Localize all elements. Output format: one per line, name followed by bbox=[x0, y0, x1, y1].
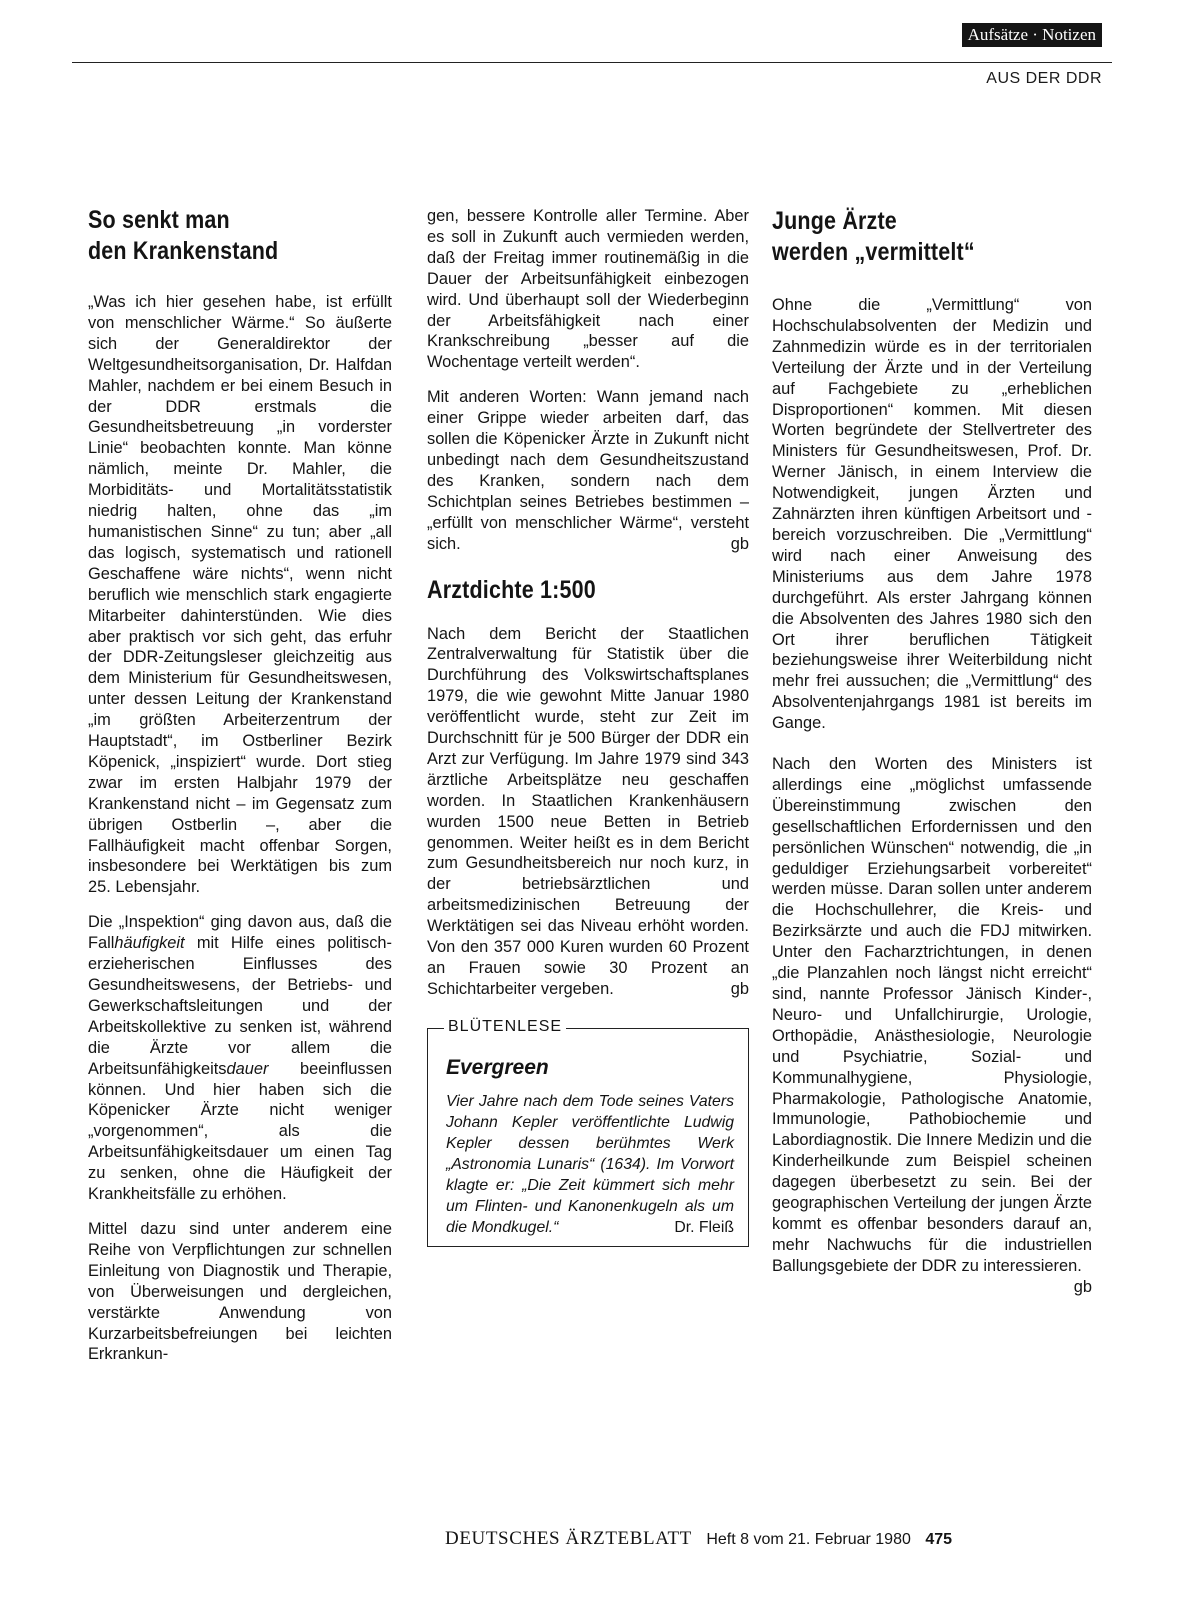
footer-page-number: 475 bbox=[925, 1531, 953, 1548]
page-footer bbox=[445, 1528, 952, 1550]
article-1-emphasis-dauer: dauer bbox=[226, 1059, 269, 1078]
article-1-paragraph-1: „Was ich hier gesehen habe, ist erfüllt von menschlicher Wärme.“ So äußerte sich der Generaldirektor der Weltgesundheitsorganisation, Dr. Halfdan Mahler, nachdem er bei einem Besuch in der DDR erstmals die Gesundheitsbetreuung „in vorderster Linie“ beobachten konnte. Man könne nämlich, meinte Dr. Mahler, die Morbiditäts- und Mortalitätsstatistik niedrig halten, ohne das „im humanistischen Sinne“ zu tun; aber „all das logisch, systematisch und rationell Geschaffene wäre nichts“, wenn nicht beruflich wie menschlich stark engagierte Mitarbeiter dahinterstünden. Wie dies aber praktisch vor sich geht, das erfuhr der DDR-Zeitungsleser gleichzeitig aus dem Ministerium für Gesundheitswesen, unter dessen Leitung der Krankenstand „im größten Arbeiterzentrum der Hauptstadt“, im Ostberliner Bezirk Köpenick, „inspiziert“ wurde. Dort stieg zwar im ersten Halbjahr 1979 der Krankenstand nicht – im Gegensatz zum übrigen Ostberlin –, aber die Fallhäufigkeit macht offenbar Sorgen, insbesondere bei Werktätigen bis zum 25. Lebensjahr. bbox=[88, 293, 392, 897]
bluetenlese-title: Evergreen bbox=[446, 1055, 549, 1079]
article-3-paragraph-2 bbox=[772, 754, 1092, 1296]
article-2-signature: gb bbox=[730, 979, 749, 998]
header-rule bbox=[72, 62, 1112, 63]
article-2-paragraph-1 bbox=[427, 624, 749, 1000]
bluetenlese-label: BLÜTENLESE bbox=[444, 1018, 566, 1036]
article-2-paragraph-1-text: Nach dem Bericht der Staatlichen Zentralverwaltung für Statistik über die Durchführung des Volkswirtschaftsplanes 1979, die wie gewohnt Mitte Januar 1980 veröffentlicht wurde, steht zur Zeit im Durchschnitt für je 500 Bürger der DDR ein Arzt zur Verfügung. Im Jahre 1979 sind 343 ärztliche Arbeitsplätze neu geschaffen worden. In Staatlichen Krankenhäusern wurden 1500 neue Betten in Betrieb genommen. Weiter heißt es in dem Bericht zum Gesundheitsbereich nur noch kurz, in der betriebsärztlichen und arbeitsmedizinischen Betreuung der Werktätigen sei das Niveau erhöht worden. Von den 357 000 Kuren wurden 60 Prozent an Frauen sowie 30 Prozent an Schichtarbeiter vergeben. bbox=[427, 624, 749, 998]
article-1-paragraph-2-text-c: beeinflussen können. Und hier haben sich die Köpenicker Ärzte nicht weniger „vorgenommen“, als die Arbeitsunfähigkeitsdauer um einen Tag zu senken, ohne die Häufigkeit der Krankheitsfälle zu erhöhen. bbox=[88, 1059, 392, 1204]
article-1-paragraph-5 bbox=[427, 387, 749, 554]
section-name: AUS DER DDR bbox=[986, 70, 1102, 87]
article-1-emphasis-haeufigkeit: häufigkeit bbox=[114, 934, 185, 953]
column-2 bbox=[427, 206, 749, 1247]
article-3-title bbox=[772, 206, 1047, 268]
article-1-paragraph-3: Mittel dazu sind unter anderem eine Reihe von Verpflichtungen zur schnellen Einleitung von Diagnostik und Therapie, von Überweisungen und dergleichen, verstärkte Anwendung von Kurzarbeitsbefreiungen bei leichten Erkrankun- bbox=[88, 1219, 392, 1364]
article-3-title-line-2: werden „vermittelt“ bbox=[772, 238, 975, 266]
bluetenlese-quote: Vier Jahre nach dem Tode seines Vaters Johann Kepler veröffentlichte Ludwig Kepler dessen berühmtes Werk „Astronomia Lunaris“ (1634). Im Vorwort klagte er: „Die Zeit kümmert sich mehr um Flinten- und Kanonenkugeln als um die Mondkugel.“ bbox=[446, 1092, 734, 1236]
article-3-paragraph-1: Ohne die „Vermittlung“ von Hochschulabsolventen der Medizin und Zahnmedizin würde es in der territorialen Verteilung der Ärzte und in der Verteilung auf Fachgebiete zu „erheblichen Disproportionen“ kommen. Mit diesen Worten begründete der Stellvertreter des Ministers für Gesundheitswesen, Prof. Dr. Werner Jänisch, in einem Interview die Notwendigkeit, jungen Ärzten und Zahnärzten ihren künftigen Arbeitsort und -bereich vorzuschreiben. Die „Vermittlung“ wird nach einer Anweisung des Ministeriums aus dem Jahre 1978 durchgeführt. Als erster Jahrgang können die Absolventen des Jahres 1980 sich den Ort ihrer beruflichen Tätigkeit beziehungsweise ihrer Weiterbildung nicht mehr frei aussuchen; die „Vermittlung“ des Absolventenjahrgangs 1981 ist bereits im Gange. bbox=[772, 296, 1092, 733]
article-1-title-line-1: So senkt man bbox=[88, 206, 230, 234]
article-1-signature: gb bbox=[730, 534, 749, 553]
section-tab: Aufsätze · Notizen bbox=[962, 23, 1102, 47]
bluetenlese-text bbox=[446, 1091, 734, 1238]
article-1-paragraph-2-text-a: Die „Inspektion“ ging davon aus, daß die Fall bbox=[88, 913, 392, 953]
article-1-paragraph-5-text: Mit anderen Worten: Wann jemand nach einer Grippe wieder arbeiten darf, das sollen die Köpenicker Ärzte in Zukunft nicht unbedingt nach dem Gesundheitszustand des Kranken, sondern nach dem Schichtplan seines Betriebes bestimmen – „erfüllt von menschlicher Wärme“, versteht sich. bbox=[427, 388, 749, 553]
bluetenlese-box bbox=[427, 1017, 749, 1247]
article-1-title-line-2: den Krankenstand bbox=[88, 237, 279, 265]
article-1-paragraph-4: gen, bessere Kontrolle aller Termine. Aber es soll in Zukunft auch vermieden werden, daß der Freitag immer routinemäßig in die Dauer der Arbeitsunfähigkeit einbezogen wird. Und überhaupt soll der Wiederbeginn der Arbeitsfähigkeit nach einer Krankschreibung „besser auf die Wochentage verteilt werden“. bbox=[427, 207, 749, 372]
article-1-paragraph-2-text-b: mit Hilfe eines politisch-erzieherischen Einflusses des Gesundheitswesens, der Betriebs- und Gewerkschaftsleitungen und der Arbeitskollektive zu senken ist, während die Ärzte vor allem die Arbeitsunfähigkeits bbox=[88, 934, 392, 1078]
column-3 bbox=[772, 206, 1092, 1298]
article-2-title: Arztdichte 1:500 bbox=[427, 575, 596, 604]
footer-issue: Heft 8 vom 21. Februar 1980 bbox=[706, 1531, 911, 1548]
article-3-title-line-1: Junge Ärzte bbox=[772, 207, 897, 235]
footer-journal: DEUTSCHES ÄRZTEBLATT bbox=[445, 1528, 692, 1549]
article-3-paragraph-2-text: Nach den Worten des Ministers ist allerdings eine „möglichst umfassende Übereinstimmung zwischen den gesellschaftlichen Erfordernissen und den persönlichen Wünschen“ notwendig, die „in geduldiger Erziehungsarbeit vorbereitet“ werden müsse. Daran sollen unter anderem die Hochschullehrer, die Kreis- und Bezirksärzte und auch die FDJ mitwirken. Unter den Facharztrichtungen, in denen „die Planzahlen noch längst nicht erreicht“ sind, nannte Professor Jänisch Kinder-, Neuro- und Unfallchirurgie, Urologie, Orthopädie, Anästhesiologie, Neurologie und Psychiatrie, Sozial- und Kommunalhygiene, Physiologie, Pharmakologie, Pathologische Anatomie, Immunologie, Pathobiochemie und Labordiagnostik. Die Innere Medizin und die Kinderheilkunde zum Beispiel scheinen dagegen überbesetzt zu sein. Bei der geographischen Verteilung der jungen Ärzte kommt es offenbar besonders darauf an, mehr Nachwuchs für die industriellen Ballungsgebiete der DDR zu interessieren. bbox=[772, 755, 1092, 1275]
column-1 bbox=[88, 205, 392, 1365]
article-3-signature: gb bbox=[1073, 1277, 1092, 1296]
article-1-title bbox=[88, 205, 349, 267]
article-1-paragraph-2 bbox=[88, 912, 392, 1205]
bluetenlese-signature: Dr. Fleiß bbox=[674, 1218, 734, 1236]
